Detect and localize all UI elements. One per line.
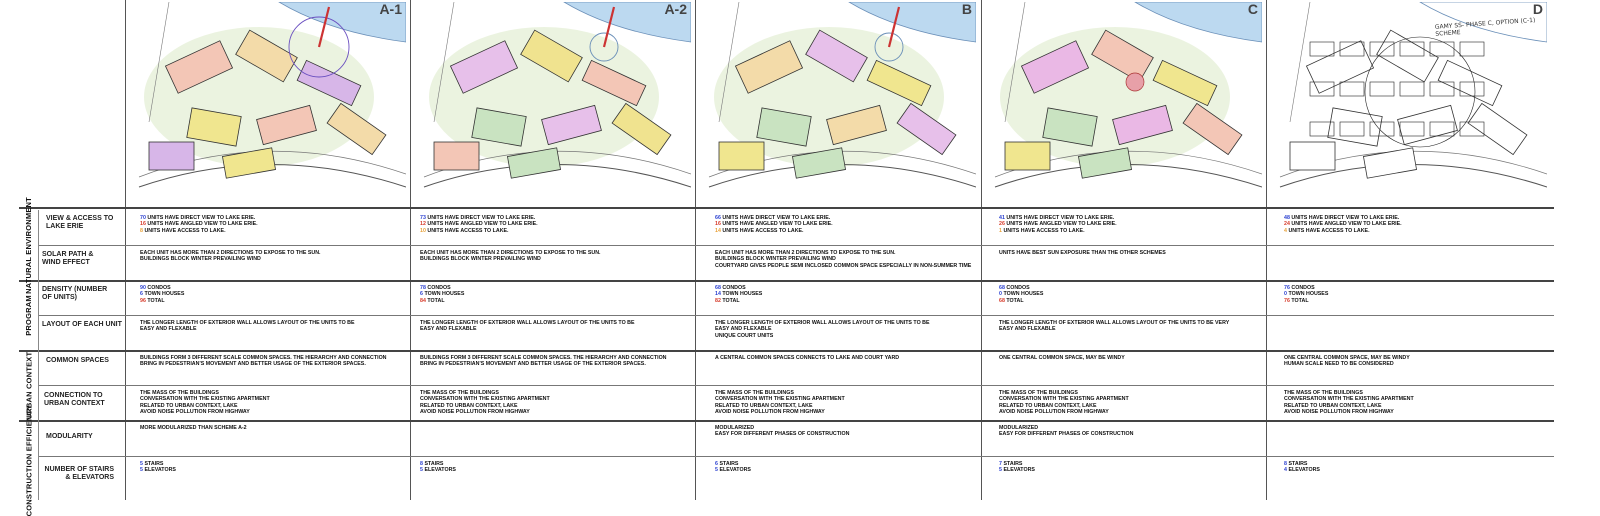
cell-density [1284,285,1328,304]
sketch-container [699,2,976,202]
cell-layout [999,320,1229,333]
cell-text: UNITS HAVE ACCESS TO LAKE. [722,227,804,234]
cell-number: 68 [999,285,1005,291]
cell-text: CONDOS [1006,285,1030,291]
cell-text: ELEVATORS [1288,467,1320,474]
cell-text: TOWN HOUSES [1003,291,1044,298]
cell-density [140,285,184,304]
cell-modularity [999,425,1133,438]
scheme-label: A-2 [664,1,687,17]
cell-text: TOWN HOUSES [144,291,185,298]
cell-layout [420,320,635,333]
cell-number: 76 [1284,285,1290,291]
cell-line: MORE MODULARIZED THAN SCHEME A-2 [140,425,247,431]
cell-line [715,298,762,304]
cell-text: CONDOS [427,285,451,291]
cell-text: ELEVATORS [1003,467,1035,474]
cell-text: TOTAL [722,297,740,304]
cell-text: UNITS HAVE ANGLED VIEW TO LAKE ERIE. [1291,221,1402,228]
cell-view [1284,215,1402,234]
cell-line: RELATED TO URBAN CONTEXT, LAKE [715,402,813,409]
cell-text: UNITS HAVE ACCESS TO LAKE. [1003,227,1085,234]
cell-line [999,298,1043,304]
cell-text: ELEVATORS [144,467,176,474]
category-label: URBAN CONTEXT [24,351,34,419]
cell-number: 7 [999,461,1002,467]
row-label-solar: SOLAR PATH & WIND EFFECT [42,251,94,266]
cell-common [1284,355,1410,368]
row-label-modularity: MODULARITY [46,433,93,440]
site-plan-sketch [414,2,691,197]
cell-number: 48 [1284,215,1290,221]
cell-number: 96 [140,297,146,304]
cell-line: EASY AND FLEXABLE [715,326,772,333]
scheme-column-c [981,0,1266,500]
cell-line [715,228,833,234]
row-label-stairs: NUMBER OF STAIRS & ELEVATORS [44,466,114,481]
cell-line: EACH UNIT HAS MORE THAN 2 DIRECTIONS TO EXPOSE TO THE SUN. [420,250,601,256]
cell-text: TOTAL [427,297,445,304]
category-construction-efficiency [19,404,39,516]
cell-text: TOWN HOUSES [424,291,465,298]
cell-line [420,228,538,234]
cell-text: STAIRS [144,461,164,467]
cell-line [1284,298,1328,304]
cell-text: CONDOS [1291,285,1315,291]
cell-view [140,215,258,234]
cell-stairs [420,461,456,474]
cell-common [715,355,899,361]
cell-solar [715,250,971,269]
cell-text: UNITS HAVE DIRECT VIEW TO LAKE ERIE. [1291,215,1400,221]
cell-line: AVOID NOISE POLLUTION FROM HIGHWAY [1284,409,1394,416]
category-label: PROGRAM [24,294,34,336]
cell-text: TOWN HOUSES [722,291,763,298]
cell-text: UNITS HAVE ANGLED VIEW TO LAKE ERIE. [427,221,538,228]
building-block [1363,148,1416,178]
category-program [19,280,39,350]
cell-text: ELEVATORS [424,467,456,474]
cell-number: 76 [1284,297,1290,304]
scheme-label: A-1 [379,1,402,17]
cell-number: 8 [140,227,143,234]
cell-line: BUILDINGS FORM 3 DIFFERENT SCALE COMMON SPACES. THE HIERARCHY AND CONNECTION [420,355,667,361]
row-label-view: VIEW & ACCESS TO LAKE ERIE [46,215,114,230]
cell-common [420,355,667,368]
cell-number: 8 [420,461,423,467]
cell-number: 73 [420,215,426,221]
cell-line [715,467,751,473]
cell-number: 6 [715,461,718,467]
cell-line: THE MASS OF THE BUILDINGS [140,390,219,396]
cell-connection [1284,390,1414,416]
cell-number: 0 [999,291,1002,298]
cell-line: EASY FOR DIFFERENT PHASES OF CONSTRUCTION [999,431,1134,438]
cell-number: 66 [715,215,721,221]
building-block [1468,103,1527,154]
cell-number: 5 [140,467,143,474]
scheme-label: C [1247,1,1258,17]
cell-modularity [715,425,849,438]
cell-number: 10 [420,227,426,234]
cell-number: 6 [140,291,143,298]
cell-line: CONVERSATION WITH THE EXISTING APARTMENT [140,396,270,403]
cell-line: BUILDINGS BLOCK WINTER PREVAILING WIND [420,256,541,263]
building-block [149,142,194,170]
cell-line [140,228,258,234]
cell-line: EASY AND FLEXABLE [999,326,1056,333]
cell-number: 4 [1284,227,1287,234]
sketch-container [414,2,691,202]
cell-line: THE LONGER LENGTH OF EXTERIOR WALL ALLOWS LAYOUT OF THE UNITS TO BE VERY [999,320,1230,326]
cell-number: 26 [999,221,1005,228]
cell-solar [140,250,321,263]
cell-text: UNITS HAVE ACCESS TO LAKE. [1288,227,1370,234]
cell-line: HUMAN SCALE NEED TO BE CONSIDERED [1284,361,1394,368]
cell-line: COURTYARD GIVES PEOPLE SEMI INCLOSED COMMON SPACE ESPECIALLY IN NON-SUMMER TIME [715,262,972,269]
cell-number: 8 [1284,461,1287,467]
cell-text: UNITS HAVE DIRECT VIEW TO LAKE ERIE. [1006,215,1115,221]
cell-number: 70 [140,215,146,221]
cell-number: 5 [999,467,1002,474]
cell-text: ELEVATORS [719,467,751,474]
cell-line [140,298,184,304]
cell-number: 68 [999,297,1005,304]
cell-connection [999,390,1129,416]
cell-number: 12 [420,221,426,228]
cell-text: STAIRS [1288,461,1308,467]
cell-line: AVOID NOISE POLLUTION FROM HIGHWAY [999,409,1109,416]
cell-line: UNITS HAVE BEST SUN EXPOSURE THAN THE OTHER SCHEMES [999,250,1166,256]
scheme-label: B [961,1,972,17]
cell-text: UNITS HAVE DIRECT VIEW TO LAKE ERIE. [722,215,831,221]
cell-number: 4 [1284,467,1287,474]
cell-density [420,285,464,304]
cell-line: UNIQUE COURT UNITS [715,332,774,339]
cell-line: CONVERSATION WITH THE EXISTING APARTMENT [420,396,550,403]
cell-line: RELATED TO URBAN CONTEXT, LAKE [1284,402,1382,409]
cell-text: CONDOS [722,285,746,291]
cell-line: THE LONGER LENGTH OF EXTERIOR WALL ALLOWS LAYOUT OF THE UNITS TO BE [715,320,930,326]
cell-line [420,298,464,304]
cell-number: 5 [715,467,718,474]
building-block [1438,60,1502,105]
cell-view [420,215,538,234]
cell-line: EASY AND FLEXABLE [420,326,477,333]
row-label-density: DENSITY (NUMBER OF UNITS) [42,286,108,301]
cell-modularity [140,425,247,431]
cell-common [999,355,1125,361]
cell-stairs [1284,461,1320,474]
cell-stairs [999,461,1035,474]
cell-line [999,228,1117,234]
cell-line: AVOID NOISE POLLUTION FROM HIGHWAY [140,409,250,416]
cell-solar [420,250,601,263]
cell-number: 78 [420,285,426,291]
cell-number: 5 [140,461,143,467]
cell-line: THE MASS OF THE BUILDINGS [715,390,794,396]
cell-number: 90 [140,285,146,291]
cell-number: 5 [420,467,423,474]
scheme-column-a-1 [125,0,410,500]
cell-line: THE MASS OF THE BUILDINGS [420,390,499,396]
cell-density [999,285,1043,304]
cell-line [999,467,1035,473]
cell-layout [140,320,355,333]
cell-text: TOTAL [1006,297,1024,304]
cell-view [715,215,833,234]
cell-stairs [140,461,176,474]
cell-line: RELATED TO URBAN CONTEXT, LAKE [420,402,518,409]
cell-text: UNITS HAVE ANGLED VIEW TO LAKE ERIE. [147,221,258,228]
cell-line: EASY FOR DIFFERENT PHASES OF CONSTRUCTION [715,431,850,438]
cell-text: UNITS HAVE DIRECT VIEW TO LAKE ERIE. [427,215,536,221]
cell-line: BRING IN PEDESTRIAN'S MOVEMENT AND BETTER USAGE OF THE EXTERIOR SPACES. [140,361,366,368]
sketch-container [985,2,1262,202]
cell-line: A CENTRAL COMMON SPACES CONNECTS TO LAKE AND COURT YARD [715,355,900,361]
scheme-column-d [1266,0,1551,500]
cell-line: AVOID NOISE POLLUTION FROM HIGHWAY [420,409,530,416]
building-block [1005,142,1050,170]
site-plan-sketch [699,2,976,197]
row-label-common: COMMON SPACES [46,357,109,364]
cell-line: CONVERSATION WITH THE EXISTING APARTMENT [715,396,845,403]
cell-number: 68 [715,285,721,291]
category-natural-environment [19,196,39,294]
cell-line: BUILDINGS FORM 3 DIFFERENT SCALE COMMON SPACES. THE HIERARCHY AND CONNECTION [140,355,387,361]
cell-text: STAIRS [424,461,444,467]
cell-number: 41 [999,215,1005,221]
cell-number: 84 [420,297,426,304]
cell-line: ONE CENTRAL COMMON SPACE, MAY BE WINDY [1284,355,1410,361]
cell-number: 14 [715,227,721,234]
sketch-container [129,2,406,202]
cell-line: EACH UNIT HAS MORE THAN 2 DIRECTIONS TO EXPOSE TO THE SUN. [140,250,321,256]
cell-line: MODULARIZED [715,425,755,431]
cell-connection [715,390,845,416]
scheme-column-a-2 [410,0,695,500]
cell-line: CONVERSATION WITH THE EXISTING APARTMENT [999,396,1129,403]
cell-line: EASY AND FLEXABLE [140,326,197,333]
cell-text: UNITS HAVE ANGLED VIEW TO LAKE ERIE. [722,221,833,228]
cell-line: CONVERSATION WITH THE EXISTING APARTMENT [1284,396,1414,403]
cell-line: BRING IN PEDESTRIAN'S MOVEMENT AND BETTER USAGE OF THE EXTERIOR SPACES. [420,361,646,368]
row-label-layout: LAYOUT OF EACH UNIT [42,321,122,328]
cell-solar [999,250,1166,256]
cell-text: TOTAL [147,297,165,304]
cell-line: ONE CENTRAL COMMON SPACE, MAY BE WINDY [999,355,1125,361]
scheme-column-b [695,0,980,500]
site-plan-sketch [985,2,1262,197]
cell-line: RELATED TO URBAN CONTEXT, LAKE [140,402,238,409]
cell-number: 24 [1284,221,1290,228]
cell-number: 82 [715,297,721,304]
cell-line: BUILDINGS BLOCK WINTER PREVAILING WIND [715,256,836,263]
cell-stairs [715,461,751,474]
building-block [1290,142,1335,170]
cell-line: THE MASS OF THE BUILDINGS [1284,390,1363,396]
building-block [719,142,764,170]
cell-number: 14 [715,291,721,298]
cell-line: THE MASS OF THE BUILDINGS [999,390,1078,396]
cell-common [140,355,387,368]
cell-line: BUILDINGS BLOCK WINTER PREVAILING WIND [140,256,261,263]
scheme-label: D [1532,1,1543,17]
cell-text: TOTAL [1291,297,1309,304]
cell-number: 0 [1284,291,1287,298]
cell-line: THE LONGER LENGTH OF EXTERIOR WALL ALLOWS LAYOUT OF THE UNITS TO BE [420,320,635,326]
cell-line: THE LONGER LENGTH OF EXTERIOR WALL ALLOWS LAYOUT OF THE UNITS TO BE [140,320,355,326]
cell-connection [420,390,550,416]
cell-line [1284,467,1320,473]
cell-text: STAIRS [719,461,739,467]
cell-number: 16 [140,221,146,228]
cell-layout [715,320,930,339]
cell-line: EACH UNIT HAS MORE THAN 2 DIRECTIONS TO EXPOSE TO THE SUN. [715,250,896,256]
site-plan-sketch [129,2,406,197]
cell-text: TOWN HOUSES [1288,291,1329,298]
cell-line: AVOID NOISE POLLUTION FROM HIGHWAY [715,409,825,416]
cell-number: 6 [420,291,423,298]
category-label: CONSTRUCTION EFFICIENCY [24,404,33,516]
cell-density [715,285,762,304]
cell-text: UNITS HAVE ACCESS TO LAKE. [427,227,509,234]
cell-line: MODULARIZED [999,425,1039,431]
cell-text: CONDOS [147,285,171,291]
row-label-connection: CONNECTION TO URBAN CONTEXT [44,392,105,407]
building-block [434,142,479,170]
cell-line: RELATED TO URBAN CONTEXT, LAKE [999,402,1097,409]
cell-text: UNITS HAVE ANGLED VIEW TO LAKE ERIE. [1006,221,1117,228]
cell-line [1284,228,1402,234]
cell-text: UNITS HAVE DIRECT VIEW TO LAKE ERIE. [147,215,256,221]
building-block [1328,108,1382,146]
cell-number: 1 [999,227,1002,234]
category-label: NATURAL ENVIRONMENT [24,196,34,294]
cell-number: 16 [715,221,721,228]
cell-line [420,467,456,473]
cell-line [140,467,176,473]
cell-connection [140,390,270,416]
cell-text: UNITS HAVE ACCESS TO LAKE. [144,227,226,234]
sketch-handwritten-note: GAMY SS- PHASE C, OPTION (C-1) SCHEME [1434,16,1536,38]
cell-text: STAIRS [1003,461,1023,467]
cell-view [999,215,1117,234]
